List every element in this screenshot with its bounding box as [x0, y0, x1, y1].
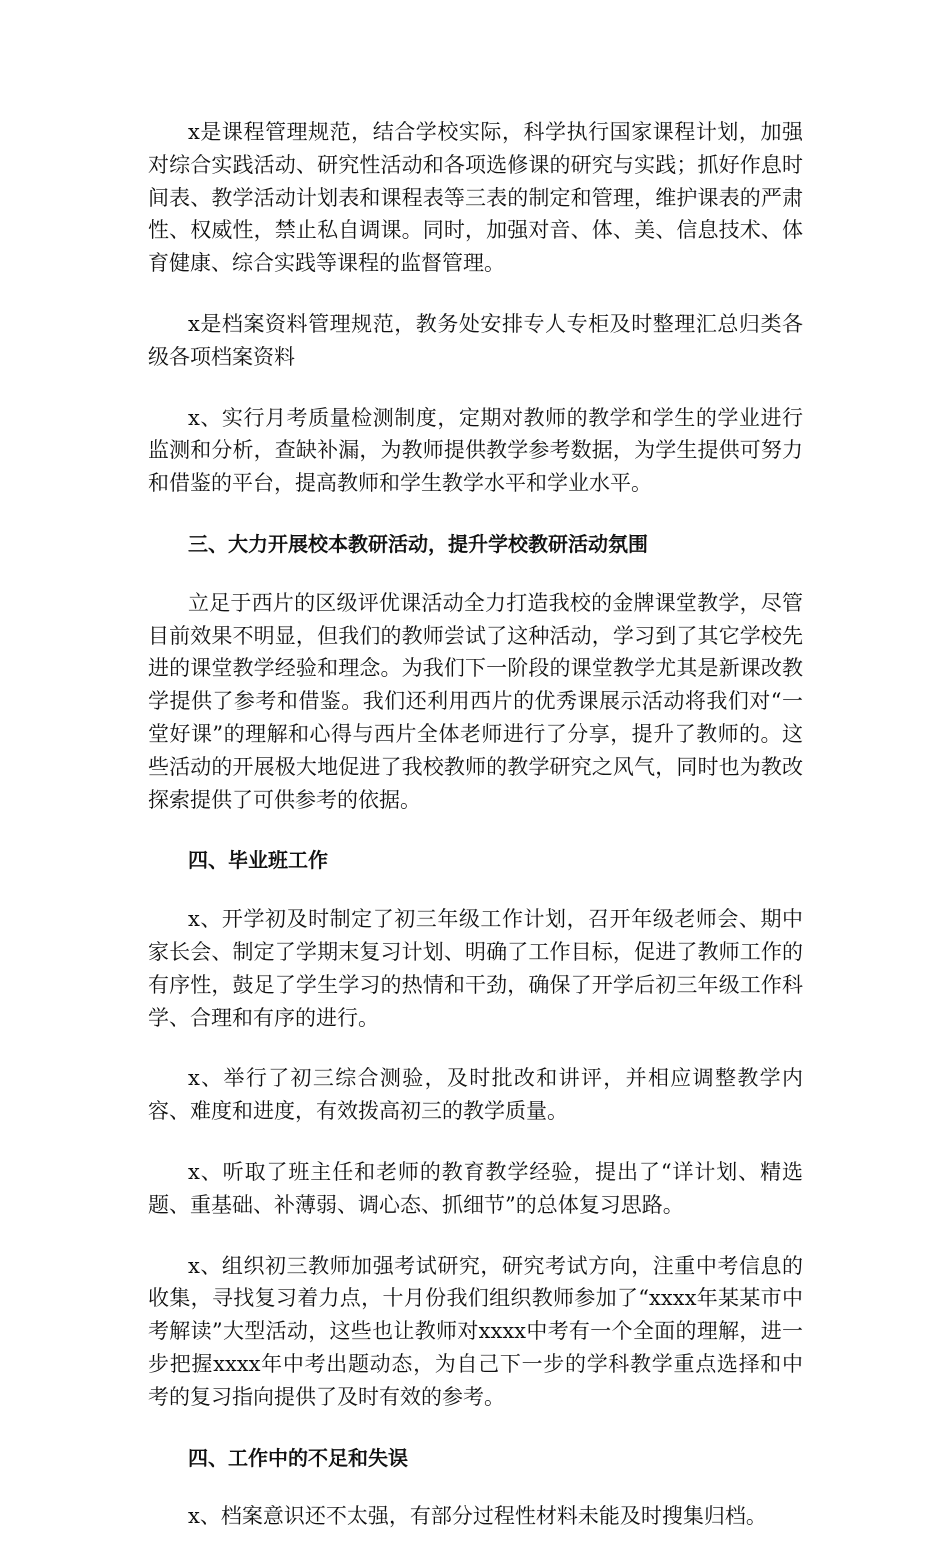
section-heading-teaching-research: 三、大力开展校本教研活动，提升学校教研活动氛围 — [188, 531, 648, 556]
paragraph-grade-plan: x、开学初及时制定了初三年级工作计划，召开年级老师会、期中家长会、制定了学期末复习计划、明确了工作目标，促进了教师工作的有序性，鼓足了学生学习的热情和干劲，确保了开学后初三年级工作科学、合理和有序的进行。 — [148, 907, 803, 1030]
document-body — [148, 116, 803, 1561]
paragraph-archive-awareness: x、档案意识还不太强，有部分过程性材料未能及时搜集归档。 — [188, 1504, 767, 1529]
section-heading-shortcomings: 四、工作中的不足和失误 — [188, 1445, 408, 1470]
paragraph-teaching-research: 立足于西片的区级评优课活动全力打造我校的金牌课堂教学，尽管目前效果不明显，但我们的教师尝试了这种活动，学习到了其它学校先进的课堂教学经验和理念。为我们下一阶段的课堂教学尤其是新课改教学提供了参考和借鉴。我们还利用西片的优秀课展示活动将我们对“一堂好课”的理解和心得与西片全体老师进行了分享，提升了教师的。这些活动的开展极大地促进了我校教师的教学研究之风气，同时也为教改探索提供了可供参考的依据。 — [148, 590, 803, 812]
paragraph-comprehensive-test: x、举行了初三综合测验，及时批改和讲评，并相应调整教学内容、难度和进度，有效拨高初三的教学质量。 — [148, 1066, 803, 1124]
paragraph-monthly-exam: x、实行月考质量检测制度，定期对教师的教学和学生的学业进行监测和分析，查缺补漏，为教师提供教学参考数据，为学生提供可努力和借鉴的平台，提高教师和学生教学水平和学业水平。 — [148, 405, 803, 496]
paragraph-exam-research: x、组织初三教师加强考试研究，研究考试方向，注重中考信息的收集，寻找复习着力点，十月份我们组织教师参加了“xxxx年某某市中考解读”大型活动，这些也让教师对xxxx中考有一个全面的理解，进一步把握xxxx年中考出题动态，为自己下一步的学科教学重点选择和中考的复习指向提供了及时有效的参考。 — [148, 1253, 803, 1409]
paragraph-review-strategy: x、听取了班主任和老师的教育教学经验，提出了“详计划、精选题、重基础、补薄弱、调心态、抓细节”的总体复习思路。 — [148, 1159, 803, 1217]
paragraph-curriculum-management: x是课程管理规范，结合学校实际，科学执行国家课程计划，加强对综合实践活动、研究性活动和各项选修课的研究与实践；抓好作息时间表、教学活动计划表和课程表等三表的制定和管理，维护课表的严肃性、权威性，禁止私自调课。同时，加强对音、体、美、信息技术、体育健康、综合实践等课程的监督管理。 — [148, 120, 803, 276]
section-heading-graduating-class: 四、毕业班工作 — [188, 848, 328, 873]
paragraph-archive-management: x是档案资料管理规范，教务处安排专人专柜及时整理汇总归类各级各项档案资料 — [148, 311, 803, 369]
